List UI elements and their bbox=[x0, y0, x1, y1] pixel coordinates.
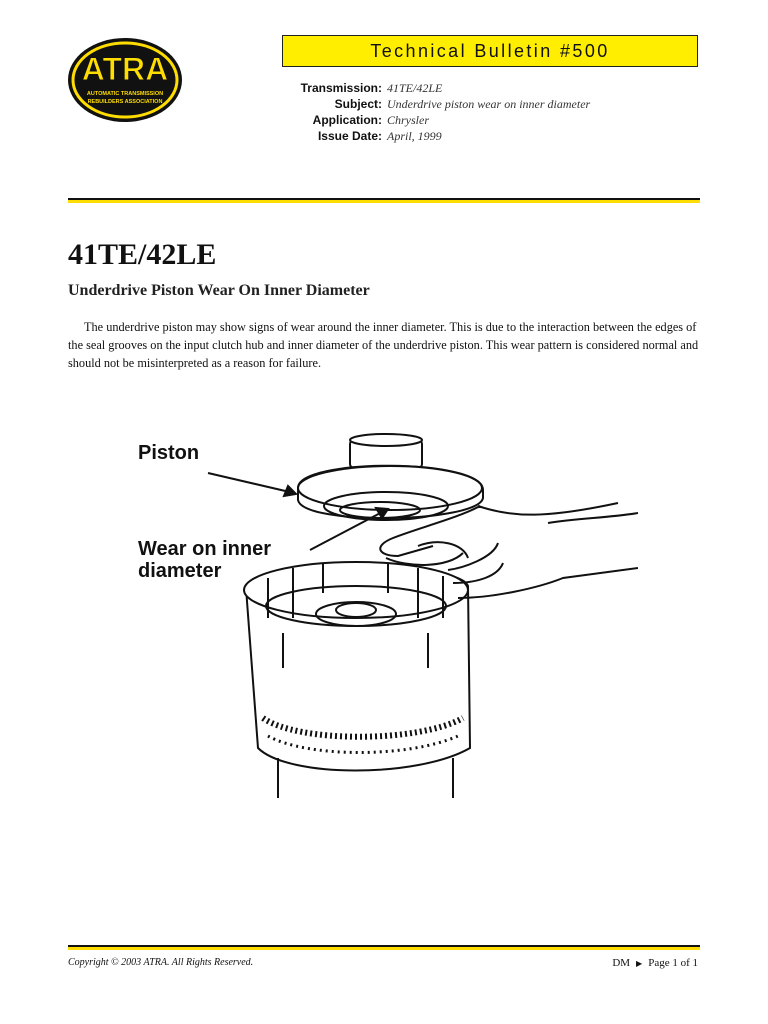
wear-label-line1: Wear on inner bbox=[138, 538, 271, 560]
meta-transmission bbox=[250, 80, 590, 96]
wear-label bbox=[138, 538, 271, 582]
meta-subject bbox=[250, 96, 590, 112]
page-indicator bbox=[612, 957, 698, 969]
atra-logo bbox=[66, 36, 184, 124]
meta-value: 41TE/42LE bbox=[387, 81, 443, 95]
copyright: Copyright © 2003 ATRA. All Rights Reserved. bbox=[68, 957, 254, 968]
article-body: The underdrive piston may show signs of wear around the inner diameter. This is due to the interaction between the edges of the seal grooves on the input clutch hub and inner diameter of the underdrive piston. This wear pattern is considered normal and should not be misinterpreted as a reason for failure. bbox=[68, 320, 699, 370]
svg-text:AUTOMATIC TRANSMISSION: AUTOMATIC TRANSMISSION bbox=[86, 91, 164, 97]
meta-issue-date bbox=[250, 128, 590, 144]
meta-label: Transmission: bbox=[300, 81, 382, 95]
piston-label: Piston bbox=[138, 442, 200, 464]
article-subtitle: Underdrive Piston Wear On Inner Diameter bbox=[68, 282, 370, 299]
wear-label-line2: diameter bbox=[138, 560, 222, 582]
svg-text:REBUILDERS ASSOCIATION: REBUILDERS ASSOCIATION bbox=[87, 99, 163, 105]
meta-application bbox=[250, 112, 590, 128]
bulletin-metadata bbox=[250, 80, 590, 144]
footer-divider bbox=[68, 945, 700, 950]
triangle-right-icon: ▶ bbox=[636, 958, 643, 968]
author-code: DM bbox=[612, 957, 631, 969]
meta-label: Issue Date: bbox=[317, 129, 382, 143]
header-divider bbox=[68, 198, 700, 203]
svg-text:ATRA: ATRA bbox=[81, 51, 169, 87]
bulletin-title: Technical Bulletin #500 bbox=[282, 35, 698, 67]
meta-value: Underdrive piston wear on inner diameter bbox=[387, 97, 591, 111]
article-title: 41TE/42LE bbox=[68, 238, 217, 271]
piston-illustration bbox=[118, 418, 638, 798]
meta-value: April, 1999 bbox=[387, 129, 442, 143]
piston-drawing bbox=[118, 418, 638, 798]
meta-value: Chrysler bbox=[387, 113, 429, 127]
meta-label: Subject: bbox=[334, 97, 382, 111]
page-number: Page 1 of 1 bbox=[648, 957, 698, 969]
meta-label: Application: bbox=[312, 113, 382, 127]
